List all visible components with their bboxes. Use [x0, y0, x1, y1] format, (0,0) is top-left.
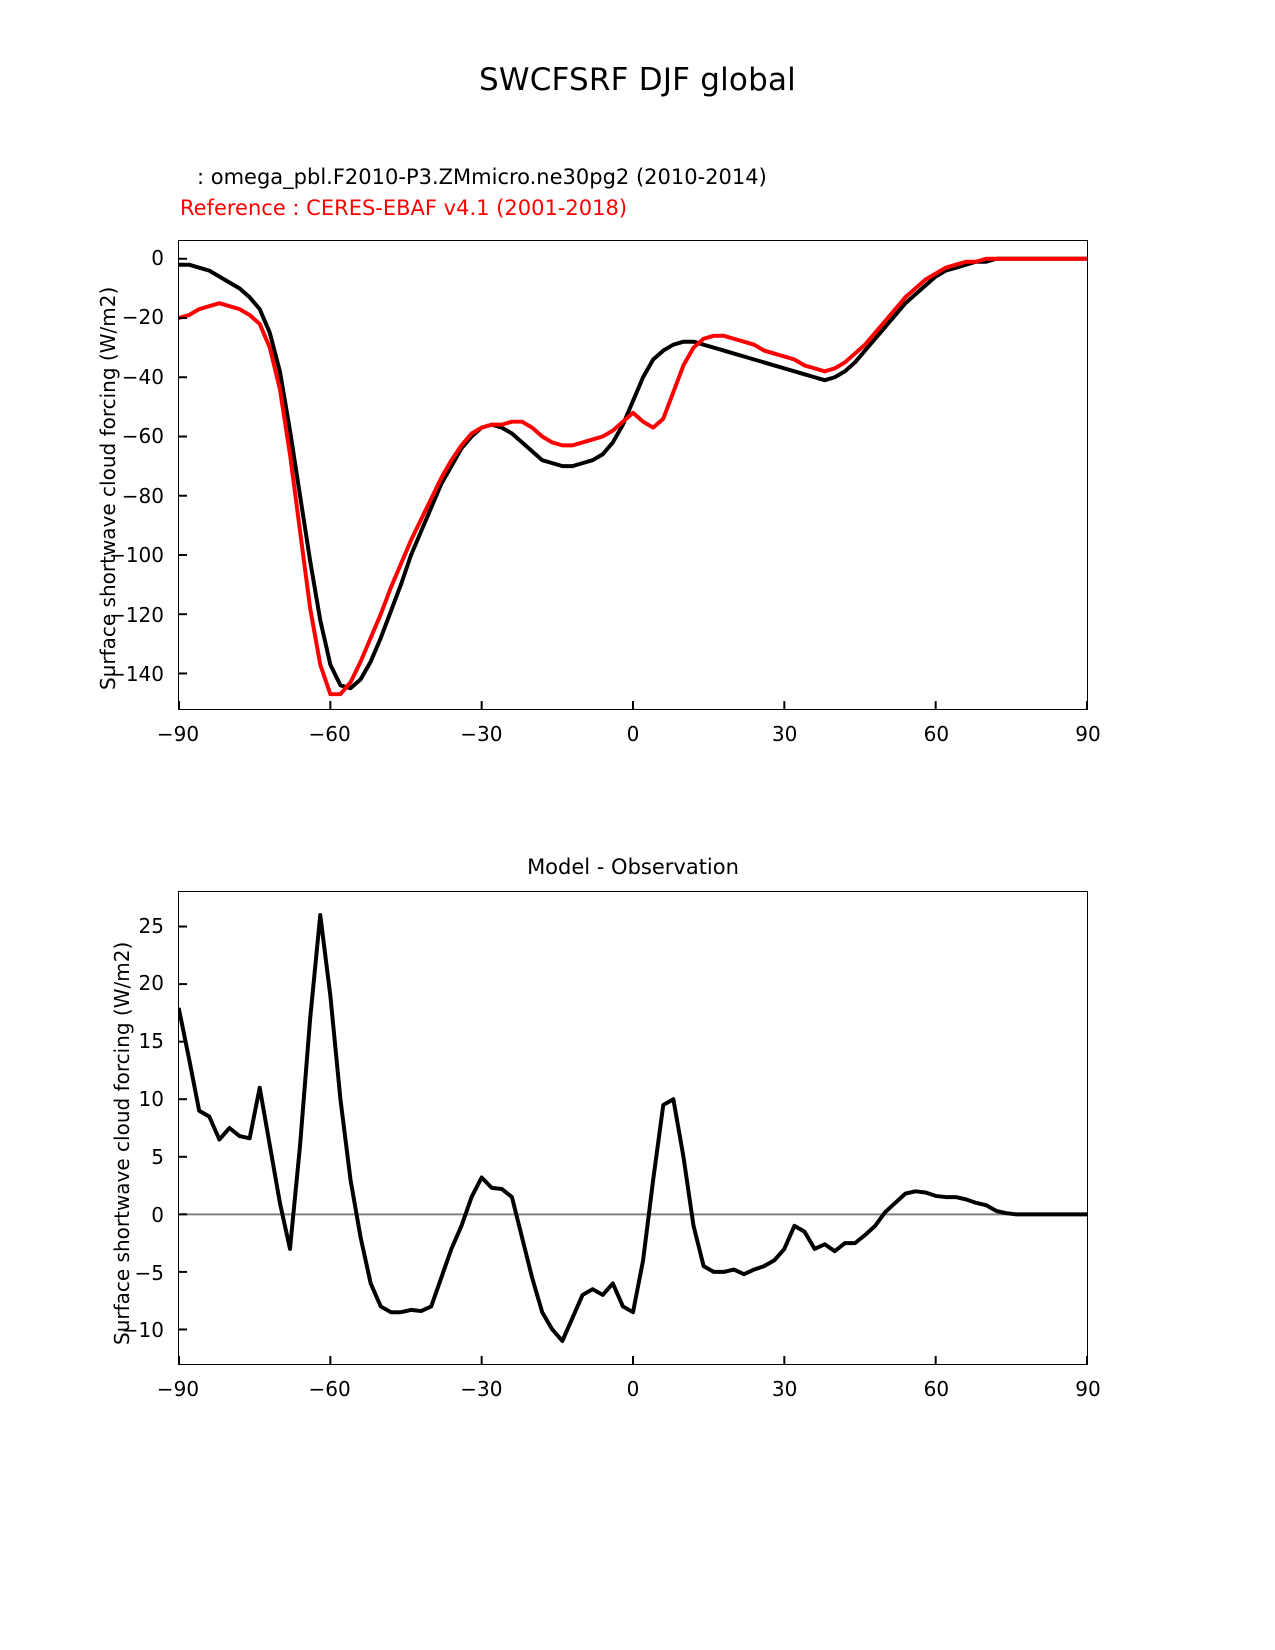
x-tick-label: −60: [308, 722, 351, 746]
x-tick-label: 30: [771, 1377, 798, 1401]
y-tick-label: −60: [121, 424, 164, 449]
y-tick-label: 5: [151, 1144, 164, 1169]
y-tick-label: 0: [151, 1202, 164, 1227]
legend-reference-label: Reference : CERES-EBAF v4.1 (2001-2018): [180, 196, 628, 220]
y-tick-label: −140: [109, 662, 164, 687]
bottom-chart-axes: [178, 891, 1088, 1365]
x-tick-label: −30: [460, 1377, 503, 1401]
bottom-chart-title: Model - Observation: [527, 855, 739, 879]
y-tick-label: 15: [138, 1029, 164, 1054]
y-tick-label: 10: [138, 1087, 164, 1112]
bottom-chart-ylabel: Surface shortwave cloud forcing (W/m2): [110, 941, 134, 1345]
bottom-chart-plot: [179, 892, 1087, 1364]
y-tick-label: 20: [138, 971, 164, 996]
y-tick-label: −5: [134, 1260, 164, 1285]
y-tick-label: −10: [121, 1318, 164, 1343]
x-tick-label: 0: [626, 1377, 640, 1401]
y-tick-label: 25: [138, 913, 164, 938]
y-tick-label: −100: [109, 543, 164, 568]
y-tick-label: −20: [121, 305, 164, 330]
series-line-1: [179, 915, 1087, 1341]
x-tick-label: 30: [771, 722, 798, 746]
x-tick-label: −30: [460, 722, 503, 746]
legend-model-label: : omega_pbl.F2010-P3.ZMmicro.ne30pg2 (2010-2014): [197, 165, 767, 189]
x-tick-label: 90: [1075, 1377, 1101, 1401]
x-tick-label: 0: [626, 722, 640, 746]
x-tick-label: −90: [156, 722, 200, 746]
page-title: SWCFSRF DJF global: [478, 62, 796, 98]
x-tick-label: −90: [156, 1377, 200, 1401]
x-tick-label: 60: [923, 722, 950, 746]
series-line-1: [179, 259, 1087, 688]
top-chart-axes: [178, 240, 1088, 710]
y-tick-label: −40: [121, 364, 164, 389]
y-tick-label: −80: [121, 483, 164, 508]
y-tick-label: −120: [109, 602, 164, 627]
x-tick-label: −60: [308, 1377, 351, 1401]
series-line-2: [179, 259, 1087, 694]
x-tick-label: 90: [1075, 722, 1101, 746]
y-tick-label: 0: [151, 245, 164, 270]
top-chart-ylabel: Surface shortwave cloud forcing (W/m2): [96, 286, 120, 690]
legend: [180, 162, 1080, 224]
x-tick-label: 60: [923, 1377, 950, 1401]
top-chart-plot: [179, 241, 1087, 709]
